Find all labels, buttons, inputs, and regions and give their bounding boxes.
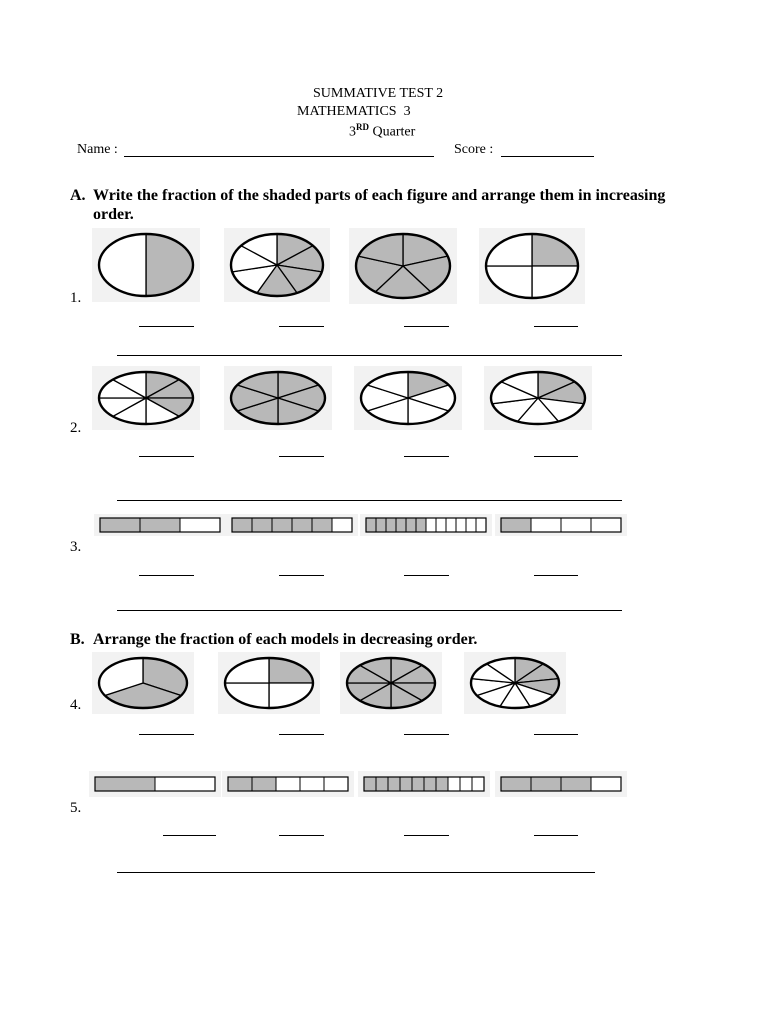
item-3-figure-4: [495, 514, 627, 536]
item-4-figure-2: [218, 652, 320, 714]
score-label: Score :: [454, 142, 494, 157]
item-5-figure-3-part-2: [376, 777, 388, 791]
item-5-order-line[interactable]: [117, 872, 595, 873]
item-3-figure-4-part-1: [501, 518, 531, 532]
item-5-figure-3-part-10: [472, 777, 484, 791]
item-3-figure-1-part-3: [180, 518, 220, 532]
item-3-figure-2-part-5: [312, 518, 332, 532]
item-3-answer-3[interactable]: [404, 575, 449, 576]
item-5-figure-2-part-5: [324, 777, 348, 791]
item-3-figure-2-part-2: [252, 518, 272, 532]
item-5-number: 5.: [70, 800, 82, 816]
section-b-instruction: Arrange the fraction of each models in decreasing order.: [93, 631, 478, 648]
quarter-word: Quarter: [372, 124, 416, 140]
item-3-answer-2[interactable]: [279, 575, 324, 576]
quarter-number: 3: [349, 124, 356, 140]
item-4-number: 4.: [70, 697, 82, 713]
item-3-figure-3-part-8: [436, 518, 446, 532]
item-5-figure-1: [89, 771, 221, 797]
item-3-figure-2-part-4: [292, 518, 312, 532]
item-1-answer-4[interactable]: [534, 326, 578, 327]
item-3-figure-3-part-1: [366, 518, 376, 532]
name-label: Name :: [77, 142, 118, 157]
item-5-figure-3-part-9: [460, 777, 472, 791]
item-5-figure-2-part-1: [228, 777, 252, 791]
item-3-figure-3-part-9: [446, 518, 456, 532]
item-5-figure-2-part-4: [300, 777, 324, 791]
item-3-figure-1-part-1: [100, 518, 140, 532]
item-5-figure-2-part-2: [252, 777, 276, 791]
item-3-figure-3-part-12: [476, 518, 486, 532]
section-a-instruction-cont: order.: [93, 206, 134, 223]
item-5-figure-3-part-4: [400, 777, 412, 791]
item-3-figure-2-part-6: [332, 518, 352, 532]
item-1-figure-1: [92, 228, 200, 302]
item-1-figure-3: [349, 228, 457, 304]
item-2-answer-4[interactable]: [534, 456, 578, 457]
item-4-answer-1[interactable]: [139, 734, 194, 735]
item-1-answer-2[interactable]: [279, 326, 324, 327]
item-2-answer-3[interactable]: [404, 456, 449, 457]
item-2-answer-1[interactable]: [139, 456, 194, 457]
item-3-figure-4-part-3: [561, 518, 591, 532]
item-5-figure-3-part-6: [424, 777, 436, 791]
item-3-answer-4[interactable]: [534, 575, 578, 576]
item-5-figure-3-part-8: [448, 777, 460, 791]
item-2-figure-4: [484, 366, 592, 430]
quarter-superscript: RD: [356, 122, 369, 132]
item-3-order-line[interactable]: [117, 610, 622, 611]
item-3-figure-3-part-2: [376, 518, 386, 532]
item-3-figure-3-part-3: [386, 518, 396, 532]
item-5-answer-1[interactable]: [163, 835, 216, 836]
item-4-answer-4[interactable]: [534, 734, 578, 735]
item-3-answer-1[interactable]: [139, 575, 194, 576]
item-3-figure-3: [360, 514, 492, 536]
test-title: SUMMATIVE TEST 2: [313, 86, 444, 101]
item-5-figure-4-part-4: [591, 777, 621, 791]
item-2-answer-2[interactable]: [279, 456, 324, 457]
item-3-figure-4-part-2: [531, 518, 561, 532]
item-5-answer-3[interactable]: [404, 835, 449, 836]
item-5-figure-4-part-1: [501, 777, 531, 791]
name-field-line[interactable]: [124, 156, 434, 157]
item-5-figure-3-part-5: [412, 777, 424, 791]
quarter-label: [349, 122, 415, 141]
item-1-answer-1[interactable]: [139, 326, 194, 327]
item-4-answer-3[interactable]: [404, 734, 449, 735]
item-5-figure-4: [495, 771, 627, 797]
item-5-figure-3-part-1: [364, 777, 376, 791]
item-3-figure-3-part-6: [416, 518, 426, 532]
item-1-figure-2: [224, 228, 330, 302]
item-1-answer-3[interactable]: [404, 326, 449, 327]
item-3-figure-3-part-10: [456, 518, 466, 532]
item-3-figure-1-part-2: [140, 518, 180, 532]
item-2-figure-1: [92, 366, 200, 430]
item-2-order-line[interactable]: [117, 500, 622, 501]
item-2-figure-3: [354, 366, 462, 430]
item-1-number: 1.: [70, 290, 82, 306]
item-5-figure-4-part-2: [531, 777, 561, 791]
item-4-figure-4: [464, 652, 566, 714]
item-5-answer-4[interactable]: [534, 835, 578, 836]
section-a-instruction: Write the fraction of the shaded parts of each figure and arrange them in increasing: [93, 187, 666, 204]
item-4-figure-1: [92, 652, 194, 714]
item-4-figure-3: [340, 652, 442, 714]
item-3-figure-4-part-4: [591, 518, 621, 532]
item-5-figure-4-part-3: [561, 777, 591, 791]
item-3-figure-3-part-11: [466, 518, 476, 532]
section-a-letter: A.: [70, 187, 86, 204]
item-2-figure-2: [224, 366, 332, 430]
item-3-figure-2-part-1: [232, 518, 252, 532]
item-3-figure-3-part-5: [406, 518, 416, 532]
item-3-figure-1: [94, 514, 226, 536]
section-b-letter: B.: [70, 631, 85, 648]
item-3-figure-2-part-3: [272, 518, 292, 532]
item-5-figure-2: [222, 771, 354, 797]
item-5-figure-3: [358, 771, 490, 797]
subject-title: MATHEMATICS 3: [297, 104, 411, 119]
item-5-figure-2-part-3: [276, 777, 300, 791]
item-5-figure-3-part-3: [388, 777, 400, 791]
score-field-line[interactable]: [501, 156, 594, 157]
item-3-figure-3-part-4: [396, 518, 406, 532]
item-4-answer-2[interactable]: [279, 734, 324, 735]
item-3-number: 3.: [70, 539, 82, 555]
item-5-figure-1-part-1: [95, 777, 155, 791]
item-5-answer-2[interactable]: [279, 835, 324, 836]
item-5-figure-3-part-7: [436, 777, 448, 791]
item-3-figure-2: [226, 514, 358, 536]
item-3-figure-3-part-7: [426, 518, 436, 532]
item-2-number: 2.: [70, 420, 82, 436]
item-1-figure-4: [479, 228, 585, 304]
item-5-figure-1-part-2: [155, 777, 215, 791]
item-1-order-line[interactable]: [117, 355, 622, 356]
